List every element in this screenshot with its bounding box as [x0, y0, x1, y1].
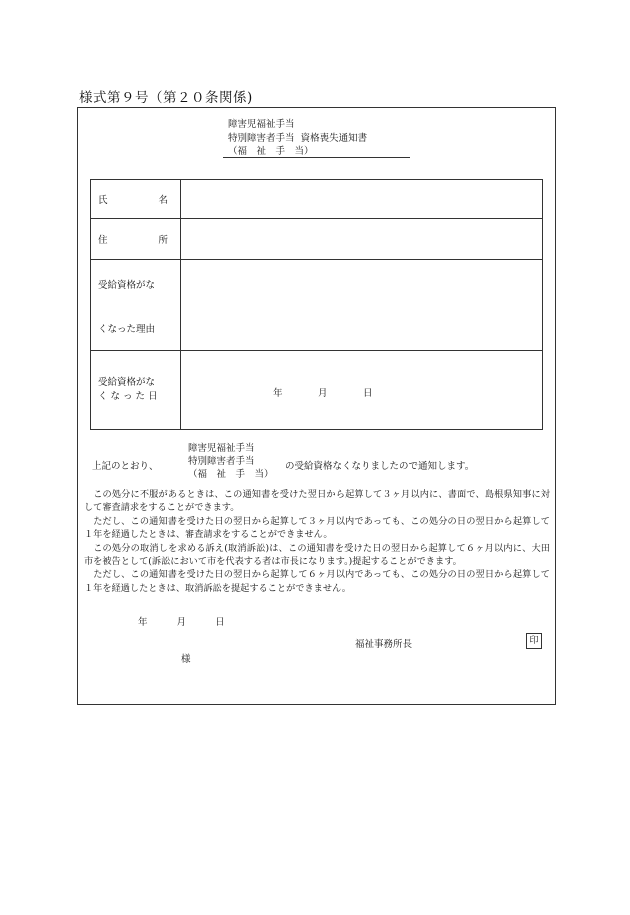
- date-year-label: 年: [273, 388, 283, 399]
- notice-stack-3: （福 祉 手 当）: [188, 469, 274, 480]
- form-number-title: 様式第９号（第２０条関係): [79, 90, 253, 106]
- table-row-name: [91, 180, 543, 219]
- appeal-instructions: [84, 488, 550, 595]
- date-label-cell: [91, 351, 181, 430]
- table-row-reason: [91, 260, 543, 351]
- notice-prefix: 上記のとおり、: [92, 461, 159, 472]
- date-month-label: 月: [318, 388, 328, 399]
- heading-line-1: 障害児福祉手当: [228, 119, 295, 130]
- paragraph-3: この処分の取消しを求める訴え(取消訴訟)は、この通知書を受けた日の翌日から起算して６ヶ月以内に、大田市を被告として(訴訟において市を代表する者は市長になります。)提起することができます。: [84, 542, 550, 568]
- notice-allowance-stack: [188, 442, 274, 481]
- issue-month-label: 月: [176, 617, 187, 628]
- address-label-2: 所: [158, 235, 168, 246]
- paragraph-2: ただし、この通知書を受けた日の翌日から起算して３ヶ月以内であっても、この処分の日の翌日から起算して１年を経過したときは、審査請求をすることができません。: [84, 515, 550, 541]
- reason-value-cell[interactable]: [181, 260, 543, 351]
- table-row-address: [91, 219, 543, 260]
- heading-line-2-b: 資格喪失通知書: [300, 132, 368, 144]
- reason-label-cell: [91, 260, 181, 351]
- name-label-1: 氏: [98, 195, 108, 206]
- date-day-label: 日: [363, 388, 373, 399]
- date-value-cell[interactable]: [181, 351, 543, 430]
- notice-heading: [228, 118, 367, 159]
- notice-stack-1: 障害児福祉手当: [188, 443, 255, 454]
- recipient-info-table: [90, 179, 543, 430]
- issue-year-label: 年: [138, 617, 148, 628]
- date-label-1: 受給資格がな: [98, 377, 156, 388]
- paragraph-1: この処分に不服があるときは、この通知書を受けた翌日から起算して３ヶ月以内に、書面で、島根県知事に対して審査請求をすることができます。: [84, 489, 550, 514]
- date-label-2: く な っ た 日: [98, 391, 158, 402]
- name-value-cell[interactable]: [181, 180, 543, 219]
- address-label-cell: [91, 219, 181, 260]
- notice-stack-2: 特別障害者手当: [188, 456, 255, 467]
- reason-label-1: 受給資格がな: [98, 280, 156, 291]
- reason-label-2: くなった理由: [98, 324, 156, 335]
- name-label-cell: [91, 180, 181, 219]
- addressee-honorific: 様: [181, 654, 191, 665]
- issue-day-label: 日: [215, 617, 225, 628]
- address-value-cell[interactable]: [181, 219, 543, 260]
- heading-underline: [223, 157, 410, 158]
- notice-suffix: の受給資格なくなりましたので通知します。: [285, 461, 475, 472]
- seal-stamp-icon: 印: [526, 633, 542, 649]
- address-label-1: 住: [98, 235, 108, 246]
- heading-line-2-a: 特別障害者手当: [228, 132, 295, 144]
- issue-date-line: [138, 614, 251, 628]
- paragraph-4: ただし、この通知書を受けた日の翌日から起算して６ヶ月以内であっても、この処分の日の翌日から起算して１年を経過したときは、取消訴訟を提起することができません。: [84, 569, 550, 594]
- heading-line-2: [228, 132, 367, 146]
- heading-line-3: （福 祉 手 当）: [228, 146, 314, 157]
- name-label-2: 名: [158, 195, 168, 206]
- table-row-date: [91, 351, 543, 430]
- office-director-title: 福祉事務所長: [355, 639, 413, 650]
